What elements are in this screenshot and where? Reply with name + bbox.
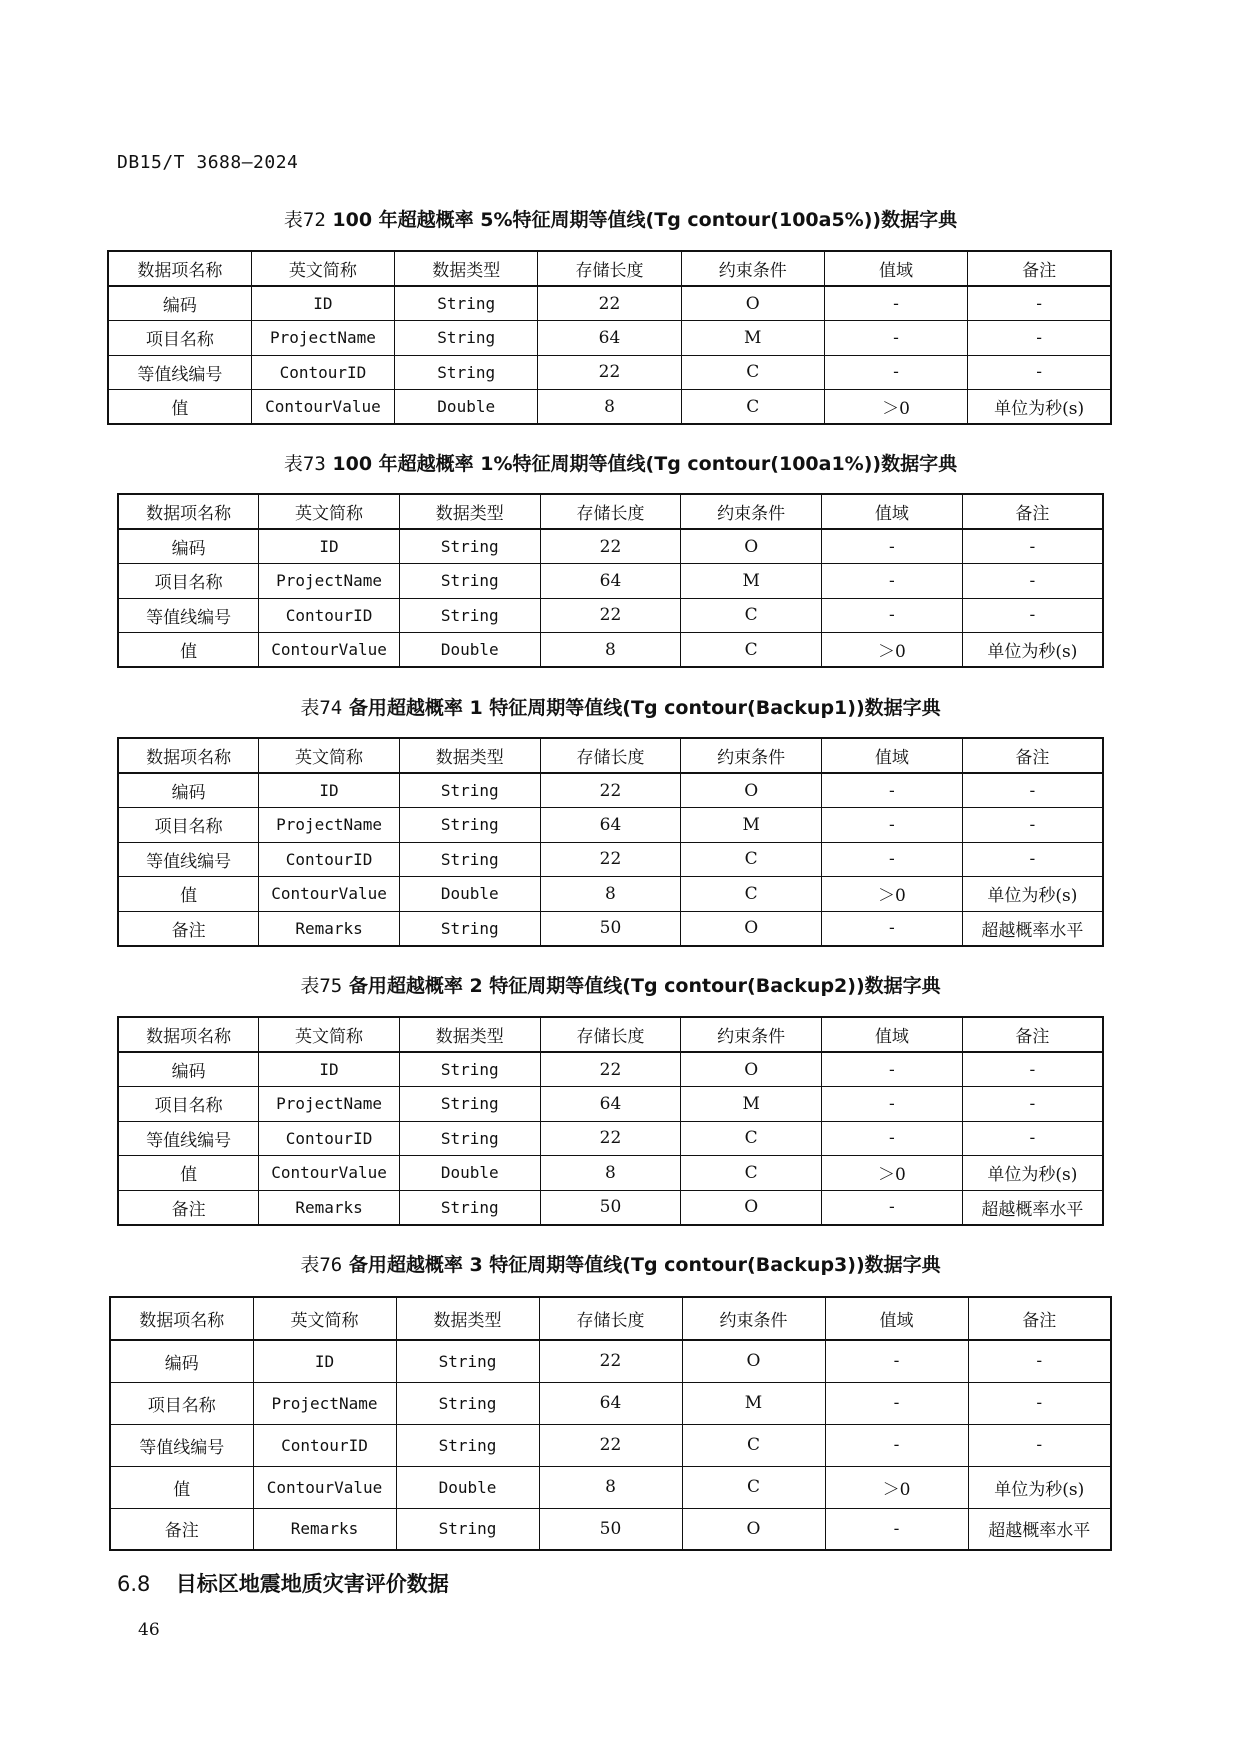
table-cell: ContourValue [259, 877, 400, 912]
table-cell: Remarks [259, 1190, 400, 1225]
table-title: 备用超越概率 3 特征周期等值线(Tg contour(Backup3))数据字典 [348, 1254, 941, 1276]
table-row [110, 1382, 1111, 1424]
table-cell: 64 [540, 564, 681, 599]
table-number: 表74 [300, 697, 343, 719]
table-cell: String [399, 1087, 540, 1122]
table-cell: - [824, 286, 967, 321]
table-cell: M [681, 321, 824, 356]
table-cell: String [399, 1121, 540, 1156]
table-title: 备用超越概率 2 特征周期等值线(Tg contour(Backup2))数据字典 [348, 975, 941, 997]
table-cell: ProjectName [259, 1087, 400, 1122]
table-cell: O [681, 773, 822, 808]
column-header: 英文简称 [259, 494, 400, 529]
column-header: 英文简称 [259, 1017, 400, 1052]
column-header: 英文简称 [251, 251, 394, 286]
table-row [108, 321, 1111, 356]
table-cell: - [822, 773, 963, 808]
column-header: 数据项名称 [110, 1297, 253, 1340]
table-cell: ContourValue [253, 1466, 396, 1508]
table-cell: - [962, 1052, 1103, 1087]
table-cell: M [681, 1087, 822, 1122]
table-cell: 值 [118, 877, 259, 912]
table-row [118, 911, 1103, 946]
table-cell: 等值线编号 [118, 842, 259, 877]
data-dictionary-table [117, 1016, 1104, 1226]
table-cell: O [682, 1340, 825, 1382]
table-row [118, 877, 1103, 912]
table-cell: 备注 [118, 911, 259, 946]
table-cell: String [395, 321, 538, 356]
column-header: 备注 [962, 738, 1103, 773]
table-cell: 22 [539, 1340, 682, 1382]
table-title: 100 年超越概率 5%特征周期等值线(Tg contour(100a5%))数据字典 [332, 209, 958, 231]
table-cell: 22 [540, 598, 681, 633]
table-cell: 64 [540, 808, 681, 843]
table-cell: Double [399, 633, 540, 668]
column-header: 存储长度 [540, 1017, 681, 1052]
table-header-row [108, 251, 1111, 286]
table-row [108, 286, 1111, 321]
column-header: 备注 [968, 1297, 1111, 1340]
table-cell: - [968, 286, 1111, 321]
table-cell: 值 [118, 633, 259, 668]
table-cell: String [396, 1382, 539, 1424]
table-cell: - [962, 1121, 1103, 1156]
table-cell: 64 [539, 1382, 682, 1424]
table-cell: ID [259, 529, 400, 564]
table-cell: String [399, 842, 540, 877]
column-header: 存储长度 [540, 738, 681, 773]
table-cell: 22 [538, 286, 681, 321]
data-dictionary-table [117, 737, 1104, 947]
table-row [108, 390, 1111, 425]
table-cell: C [681, 1121, 822, 1156]
table-cell: C [681, 598, 822, 633]
table-cell: ContourID [251, 355, 394, 390]
table-row [110, 1466, 1111, 1508]
table-caption [0, 449, 1241, 476]
table-cell: ContourValue [251, 390, 394, 425]
column-header: 存储长度 [539, 1297, 682, 1340]
table-cell: - [968, 1340, 1111, 1382]
table-cell: ProjectName [259, 564, 400, 599]
table-cell: ＞0 [825, 1466, 968, 1508]
table-caption [0, 205, 1241, 232]
column-header: 值域 [824, 251, 967, 286]
table-cell: 64 [540, 1087, 681, 1122]
table-cell: 单位为秒(s) [968, 1466, 1111, 1508]
table-cell: ID [253, 1340, 396, 1382]
data-dictionary-table [107, 250, 1112, 425]
table-cell: String [396, 1424, 539, 1466]
column-header: 约束条件 [681, 494, 822, 529]
table-cell: Double [399, 877, 540, 912]
data-dictionary-table [109, 1296, 1112, 1551]
table-cell: 64 [538, 321, 681, 356]
table-cell: C [681, 1156, 822, 1191]
table-title: 100 年超越概率 1%特征周期等值线(Tg contour(100a1%))数据字典 [332, 453, 958, 475]
table-cell: 22 [540, 1121, 681, 1156]
table-cell: Remarks [253, 1508, 396, 1550]
table-cell: - [968, 355, 1111, 390]
table-row [118, 1190, 1103, 1225]
table-cell: ContourID [259, 598, 400, 633]
table-cell: O [681, 1052, 822, 1087]
table-cell: String [399, 564, 540, 599]
table-cell: 22 [540, 1052, 681, 1087]
column-header: 数据类型 [399, 1017, 540, 1052]
table-cell: ProjectName [253, 1382, 396, 1424]
table-cell: 8 [540, 1156, 681, 1191]
table-cell: 值 [118, 1156, 259, 1191]
column-header: 备注 [962, 1017, 1103, 1052]
table-cell: String [399, 911, 540, 946]
column-header: 值域 [822, 494, 963, 529]
table-row [110, 1508, 1111, 1550]
table-cell: 22 [539, 1424, 682, 1466]
table-cell: ID [251, 286, 394, 321]
table-number: 表72 [283, 209, 326, 231]
table-cell: 等值线编号 [118, 598, 259, 633]
table-cell: 8 [540, 877, 681, 912]
table-cell: ＞0 [822, 877, 963, 912]
table-cell: - [822, 842, 963, 877]
table-cell: 项目名称 [118, 1087, 259, 1122]
table-cell: - [822, 598, 963, 633]
column-header: 英文简称 [259, 738, 400, 773]
table-cell: 项目名称 [118, 808, 259, 843]
column-header: 值域 [822, 1017, 963, 1052]
table-cell: 22 [538, 355, 681, 390]
table-cell: ProjectName [259, 808, 400, 843]
table-cell: String [396, 1508, 539, 1550]
table-cell: - [962, 842, 1103, 877]
table-cell: - [822, 1052, 963, 1087]
table-cell: 项目名称 [118, 564, 259, 599]
table-header-row [118, 738, 1103, 773]
table-cell: String [399, 598, 540, 633]
table-cell: 等值线编号 [118, 1121, 259, 1156]
table-number: 表76 [300, 1254, 343, 1276]
table-row [118, 808, 1103, 843]
table-row [108, 355, 1111, 390]
table-cell: 值 [110, 1466, 253, 1508]
table-cell: ContourID [253, 1424, 396, 1466]
table-row [118, 773, 1103, 808]
table-cell: String [395, 286, 538, 321]
table-row [118, 1052, 1103, 1087]
table-cell: - [822, 1190, 963, 1225]
table-row [118, 633, 1103, 668]
table-cell: 编码 [110, 1340, 253, 1382]
section-title: 目标区地震地质灾害评价数据 [175, 1572, 449, 1596]
column-header: 约束条件 [681, 251, 824, 286]
table-cell: C [682, 1466, 825, 1508]
table-caption [0, 1250, 1241, 1277]
table-cell: ＞0 [822, 1156, 963, 1191]
table-cell: - [968, 1424, 1111, 1466]
table-cell: M [681, 564, 822, 599]
table-cell: 单位为秒(s) [962, 1156, 1103, 1191]
data-dictionary-table [117, 493, 1104, 668]
table-cell: ID [259, 773, 400, 808]
table-cell: 编码 [118, 1052, 259, 1087]
table-cell: - [822, 529, 963, 564]
table-cell: - [962, 598, 1103, 633]
table-cell: String [396, 1340, 539, 1382]
table-cell: 22 [540, 773, 681, 808]
table-cell: ProjectName [251, 321, 394, 356]
table-cell: ContourValue [259, 1156, 400, 1191]
column-header: 备注 [968, 251, 1111, 286]
table-cell: 值 [108, 390, 251, 425]
table-cell: - [825, 1424, 968, 1466]
table-cell: - [824, 355, 967, 390]
table-cell: - [822, 564, 963, 599]
table-caption [0, 971, 1241, 998]
table-cell: Double [399, 1156, 540, 1191]
table-cell: C [682, 1424, 825, 1466]
column-header: 约束条件 [682, 1297, 825, 1340]
column-header: 数据类型 [395, 251, 538, 286]
section-number: 6.8 [117, 1572, 151, 1596]
table-cell: O [681, 911, 822, 946]
table-cell: Double [395, 390, 538, 425]
table-number: 表73 [283, 453, 326, 475]
table-cell: - [822, 911, 963, 946]
table-cell: C [681, 877, 822, 912]
table-cell: C [681, 355, 824, 390]
column-header: 数据项名称 [118, 1017, 259, 1052]
table-cell: 22 [540, 529, 681, 564]
table-cell: String [399, 1190, 540, 1225]
table-cell: 项目名称 [110, 1382, 253, 1424]
section-heading [117, 1568, 449, 1598]
table-cell: 50 [539, 1508, 682, 1550]
table-row [118, 842, 1103, 877]
table-cell: C [681, 390, 824, 425]
table-cell: ContourID [259, 842, 400, 877]
page-number: 46 [138, 1620, 160, 1640]
table-cell: - [962, 564, 1103, 599]
column-header: 备注 [962, 494, 1103, 529]
table-cell: - [822, 1121, 963, 1156]
table-cell: 单位为秒(s) [962, 633, 1103, 668]
table-cell: ContourID [259, 1121, 400, 1156]
table-cell: 备注 [110, 1508, 253, 1550]
table-cell: - [962, 1087, 1103, 1122]
table-cell: O [681, 1190, 822, 1225]
table-cell: 50 [540, 1190, 681, 1225]
table-cell: 备注 [118, 1190, 259, 1225]
table-cell: C [681, 842, 822, 877]
table-row [118, 598, 1103, 633]
table-cell: O [681, 529, 822, 564]
table-cell: ＞0 [824, 390, 967, 425]
column-header: 存储长度 [538, 251, 681, 286]
table-cell: 单位为秒(s) [968, 390, 1111, 425]
table-cell: - [962, 808, 1103, 843]
table-header-row [118, 1017, 1103, 1052]
column-header: 英文简称 [253, 1297, 396, 1340]
table-cell: String [399, 1052, 540, 1087]
table-row [118, 1121, 1103, 1156]
table-number: 表75 [300, 975, 343, 997]
table-header-row [110, 1297, 1111, 1340]
table-cell: Double [396, 1466, 539, 1508]
table-cell: M [682, 1382, 825, 1424]
table-cell: String [399, 773, 540, 808]
document-code: DB15/T 3688—2024 [117, 152, 299, 173]
table-row [118, 1156, 1103, 1191]
table-cell: 编码 [108, 286, 251, 321]
table-row [110, 1340, 1111, 1382]
table-cell: 8 [538, 390, 681, 425]
table-cell: M [681, 808, 822, 843]
table-cell: String [395, 355, 538, 390]
column-header: 数据项名称 [108, 251, 251, 286]
table-row [118, 1087, 1103, 1122]
table-cell: - [968, 1382, 1111, 1424]
table-cell: - [822, 808, 963, 843]
table-header-row [118, 494, 1103, 529]
table-cell: 超越概率水平 [968, 1508, 1111, 1550]
table-cell: - [825, 1508, 968, 1550]
column-header: 数据类型 [399, 738, 540, 773]
table-title: 备用超越概率 1 特征周期等值线(Tg contour(Backup1))数据字典 [348, 697, 941, 719]
table-cell: C [681, 633, 822, 668]
table-cell: 8 [539, 1466, 682, 1508]
table-cell: O [681, 286, 824, 321]
table-cell: 50 [540, 911, 681, 946]
table-cell: 等值线编号 [108, 355, 251, 390]
table-cell: - [968, 321, 1111, 356]
table-cell: 项目名称 [108, 321, 251, 356]
column-header: 值域 [825, 1297, 968, 1340]
table-cell: - [962, 529, 1103, 564]
table-cell: - [825, 1382, 968, 1424]
table-row [118, 529, 1103, 564]
table-cell: 编码 [118, 773, 259, 808]
table-cell: 超越概率水平 [962, 1190, 1103, 1225]
column-header: 值域 [822, 738, 963, 773]
column-header: 约束条件 [681, 738, 822, 773]
table-cell: String [399, 808, 540, 843]
column-header: 存储长度 [540, 494, 681, 529]
table-cell: 等值线编号 [110, 1424, 253, 1466]
table-cell: 8 [540, 633, 681, 668]
table-cell: ID [259, 1052, 400, 1087]
column-header: 约束条件 [681, 1017, 822, 1052]
table-cell: - [824, 321, 967, 356]
table-cell: ContourValue [259, 633, 400, 668]
table-caption [0, 693, 1241, 720]
table-row [118, 564, 1103, 599]
table-cell: - [962, 773, 1103, 808]
table-cell: 超越概率水平 [962, 911, 1103, 946]
table-cell: O [682, 1508, 825, 1550]
column-header: 数据类型 [396, 1297, 539, 1340]
column-header: 数据类型 [399, 494, 540, 529]
table-row [110, 1424, 1111, 1466]
table-cell: ＞0 [822, 633, 963, 668]
table-cell: 单位为秒(s) [962, 877, 1103, 912]
table-cell: Remarks [259, 911, 400, 946]
table-cell: - [825, 1340, 968, 1382]
table-cell: 22 [540, 842, 681, 877]
table-cell: - [822, 1087, 963, 1122]
table-cell: String [399, 529, 540, 564]
column-header: 数据项名称 [118, 738, 259, 773]
column-header: 数据项名称 [118, 494, 259, 529]
table-cell: 编码 [118, 529, 259, 564]
